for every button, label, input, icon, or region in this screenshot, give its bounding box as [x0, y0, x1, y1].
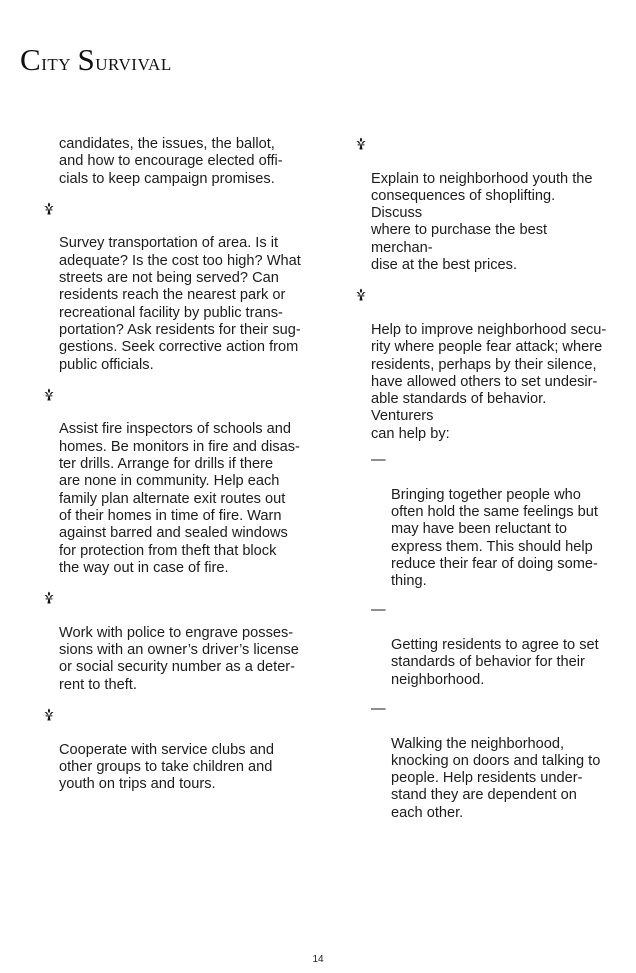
sub-list-item [371, 602, 608, 688]
page-title [20, 44, 172, 75]
right-column [356, 136, 608, 834]
list-item [44, 387, 306, 577]
list-item-text: Work with police to engrave posses- sions with an owner’s driver’s license or social security number as a deter- rent to theft. [59, 624, 299, 693]
list-item-text: Cooperate with service clubs and other groups to take children and youth on trips and tours. [59, 741, 274, 793]
fleur-de-lis-bullet-icon [356, 137, 366, 150]
sub-list-item-text: Getting residents to agree to set standards of behavior for their neighborhood. [391, 637, 599, 688]
page-number: 14 [312, 954, 324, 965]
dash-marker: — [371, 700, 386, 717]
title-initial-survival: S [77, 42, 96, 77]
sub-list [371, 452, 608, 822]
dash-marker: — [371, 602, 386, 619]
title-rest-city: ity [41, 50, 78, 76]
list-item [44, 201, 306, 374]
dash-marker: — [371, 452, 386, 469]
list-item [44, 590, 306, 694]
fleur-de-lis-bullet-icon [44, 708, 54, 721]
left-column [44, 136, 306, 806]
continued-paragraph: candidates, the issues, the ballot, and how to encourage elected offi- cials to keep campaign promises. [59, 136, 283, 187]
fleur-de-lis-bullet-icon [356, 288, 366, 301]
list-item [44, 707, 306, 793]
list-item-text: Survey transportation of area. Is it adequate? Is the cost too high? What streets are not being served? Can residents reach the nearest park or recreational facility by public trans- portation? Ask residents for their sug- gestions. Seek corrective action from public officials. [59, 235, 301, 373]
sub-list-item-text: Bringing together people who often hold the same feelings but may have been reluctant to express them. This should help reduce their fear of doing some- thing. [391, 486, 598, 590]
list-item-text: Assist fire inspectors of schools and homes. Be monitors in fire and disas- ter drills. Arrange for drills if there are none in community. Help each family plan alternate exit routes out of their homes in time of fire. Warn against barred and sealed windows for protection from theft that block the way out in case of fire. [59, 421, 300, 576]
fleur-de-lis-bullet-icon [44, 202, 54, 215]
list-item-text: Help to improve neighborhood secu- rity where people fear attack; where residents, perhaps by their silence, have allowed others to set undesir- able standards of behavior. Venturers can help by: [371, 321, 607, 442]
title-initial-city: C [20, 42, 42, 77]
fleur-de-lis-bullet-icon [44, 388, 54, 401]
fleur-de-lis-bullet-icon [44, 591, 54, 604]
list-item-text: Explain to neighborhood youth the consequences of shoplifting. Discuss where to purchase the best merchan- dise at the best prices. [371, 170, 593, 274]
sub-list-item-text: Walking the neighborhood, knocking on doors and talking to people. Help residents under- stand they are dependent on each other. [391, 735, 601, 821]
sub-list-item [371, 452, 608, 590]
sub-list-item [371, 701, 608, 822]
list-item [356, 136, 608, 274]
title-rest-survival: urvival [95, 50, 172, 76]
list-item [356, 287, 608, 443]
